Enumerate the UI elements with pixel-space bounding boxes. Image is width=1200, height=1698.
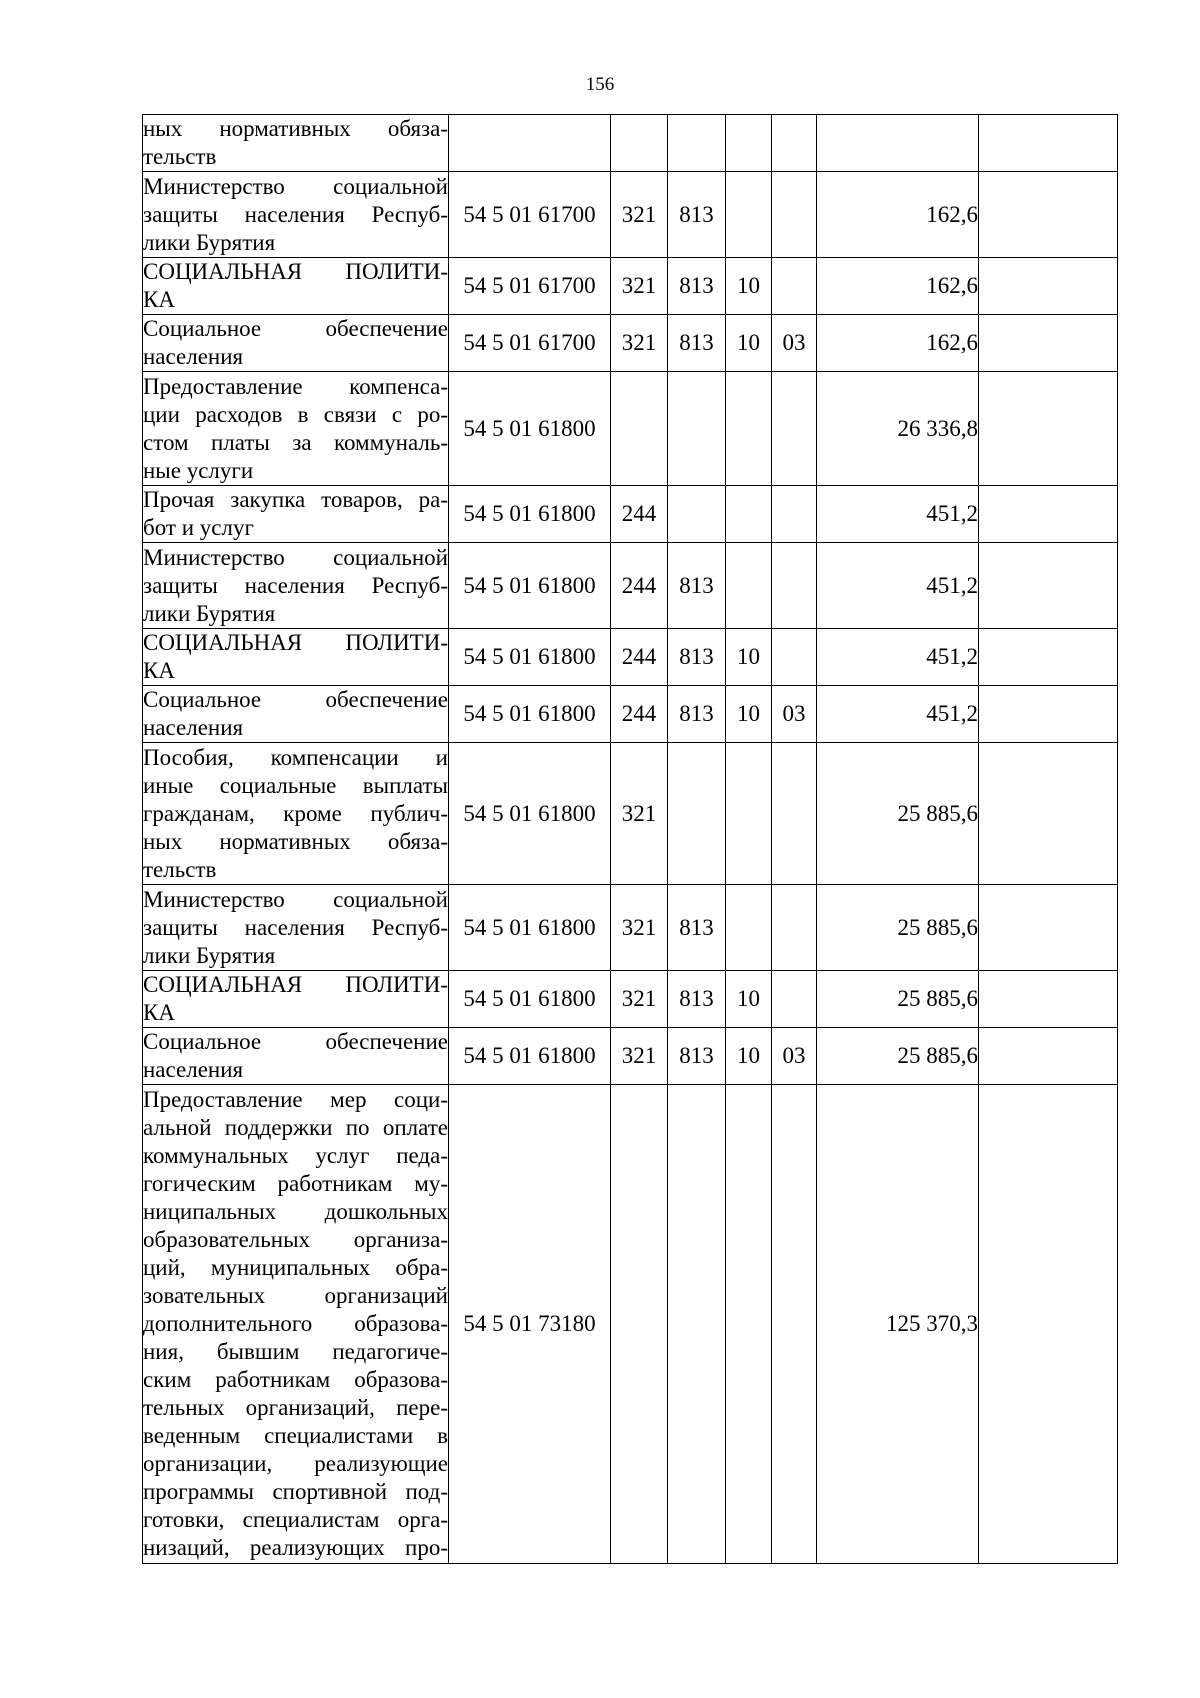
row-name-line: населения <box>143 1057 244 1082</box>
row-name-line: веденным специалистами в <box>143 1423 448 1448</box>
row-name-line: Предоставление компенса- <box>143 373 448 399</box>
target-code-cell: 54 5 01 61800 <box>449 971 611 1028</box>
amount-cell: 162,6 <box>817 315 979 372</box>
section-cell: 10 <box>726 971 772 1028</box>
subsection-cell <box>772 543 817 629</box>
amount-cell: 25 885,6 <box>817 971 979 1028</box>
section-cell: 10 <box>726 1028 772 1085</box>
row-name-line: ных нормативных обяза- <box>143 116 448 141</box>
subsection-cell <box>772 629 817 686</box>
subsection-cell: 03 <box>772 315 817 372</box>
amount-cell: 162,6 <box>817 258 979 315</box>
amount-cell: 25 885,6 <box>817 885 979 971</box>
ministry-code-cell <box>668 1085 726 1564</box>
expense-type-cell: 321 <box>611 258 668 315</box>
row-name-line: СОЦИАЛЬНАЯ ПОЛИТИ- <box>143 972 448 997</box>
ministry-code-cell: 813 <box>668 1028 726 1085</box>
ministry-code-cell: 813 <box>668 315 726 372</box>
row-name-line: Социальное обеспечение <box>143 687 448 712</box>
row-name-line: Пособия, компенсации и <box>143 744 448 770</box>
row-name-line: ским работникам образова- <box>143 1367 448 1392</box>
row-name-line: тельств <box>143 856 217 882</box>
row-name-line: ных нормативных обяза- <box>143 828 448 854</box>
table-row <box>143 172 1118 258</box>
ministry-code-cell <box>668 743 726 885</box>
amount-cell: 162,6 <box>817 172 979 258</box>
table-row <box>143 115 1118 172</box>
extra-empty-cell <box>979 1028 1118 1085</box>
subsection-cell <box>772 971 817 1028</box>
row-name-line: Предоставление мер соци- <box>143 1087 448 1112</box>
row-name-line: бот и услуг <box>143 515 254 540</box>
amount-cell: 26 336,8 <box>817 372 979 486</box>
target-code-cell: 54 5 01 61800 <box>449 543 611 629</box>
extra-empty-cell <box>979 686 1118 743</box>
extra-empty-cell <box>979 743 1118 885</box>
subsection-cell <box>772 372 817 486</box>
row-name-cell <box>143 743 449 885</box>
row-name-line: Социальное обеспечение <box>143 1029 448 1054</box>
ministry-code-cell: 813 <box>668 543 726 629</box>
table-row <box>143 686 1118 743</box>
expense-type-cell: 244 <box>611 486 668 543</box>
amount-cell: 451,2 <box>817 686 979 743</box>
extra-empty-cell <box>979 885 1118 971</box>
subsection-cell <box>772 258 817 315</box>
extra-empty-cell <box>979 971 1118 1028</box>
row-name-line: стом платы за коммуналь- <box>143 429 448 455</box>
row-name-line: защиты населения Респуб- <box>143 914 448 940</box>
target-code-cell: 54 5 01 61700 <box>449 258 611 315</box>
table-row <box>143 629 1118 686</box>
expense-type-cell <box>611 372 668 486</box>
extra-empty-cell <box>979 629 1118 686</box>
row-name-line: защиты населения Респуб- <box>143 201 448 227</box>
target-code-cell: 54 5 01 61800 <box>449 629 611 686</box>
row-name-cell <box>143 115 449 172</box>
subsection-cell <box>772 1085 817 1564</box>
section-cell <box>726 115 772 172</box>
extra-empty-cell <box>979 115 1118 172</box>
section-cell: 10 <box>726 258 772 315</box>
amount-cell <box>817 115 979 172</box>
row-name-line: тельств <box>143 144 217 169</box>
row-name-cell <box>143 486 449 543</box>
row-name-line: ные услуги <box>143 457 254 483</box>
row-name-line: готовки, специалистам орга- <box>143 1507 448 1532</box>
section-cell: 10 <box>726 686 772 743</box>
section-cell: 10 <box>726 629 772 686</box>
ministry-code-cell: 813 <box>668 172 726 258</box>
row-name-line: лики Бурятия <box>143 942 276 968</box>
section-cell <box>726 486 772 543</box>
row-name-line: СОЦИАЛЬНАЯ ПОЛИТИ- <box>143 630 448 655</box>
amount-cell: 451,2 <box>817 486 979 543</box>
expense-type-cell: 321 <box>611 971 668 1028</box>
section-cell <box>726 543 772 629</box>
subsection-cell <box>772 172 817 258</box>
table-row <box>143 885 1118 971</box>
row-name-line: иные социальные выплаты <box>143 772 448 798</box>
row-name-line: альной поддержки по оплате <box>143 1115 448 1140</box>
expense-type-cell: 321 <box>611 315 668 372</box>
target-code-cell <box>449 115 611 172</box>
row-name-line: Министерство социальной <box>143 886 448 912</box>
row-name-line: Министерство социальной <box>143 544 448 570</box>
subsection-cell <box>772 743 817 885</box>
row-name-line: населения <box>143 344 244 369</box>
budget-table-body <box>143 115 1118 1564</box>
row-name-cell <box>143 1028 449 1085</box>
row-name-line: Прочая закупка товаров, ра- <box>143 487 448 512</box>
ministry-code-cell <box>668 372 726 486</box>
extra-empty-cell <box>979 258 1118 315</box>
row-name-cell <box>143 543 449 629</box>
table-row <box>143 1028 1118 1085</box>
row-name-cell <box>143 885 449 971</box>
row-name-line: ции расходов в связи с ро- <box>143 401 448 427</box>
extra-empty-cell <box>979 543 1118 629</box>
expense-type-cell: 321 <box>611 743 668 885</box>
row-name-line: дополнительного образова- <box>143 1311 448 1336</box>
ministry-code-cell: 813 <box>668 686 726 743</box>
row-name-cell <box>143 372 449 486</box>
row-name-cell <box>143 971 449 1028</box>
table-row <box>143 1085 1118 1564</box>
row-name-line: ния, бывшим педагогиче- <box>143 1339 448 1364</box>
ministry-code-cell <box>668 115 726 172</box>
extra-empty-cell <box>979 1085 1118 1564</box>
table-row <box>143 971 1118 1028</box>
subsection-cell: 03 <box>772 1028 817 1085</box>
row-name-cell <box>143 315 449 372</box>
row-name-line: коммунальных услуг педа- <box>143 1143 448 1168</box>
ministry-code-cell: 813 <box>668 258 726 315</box>
section-cell <box>726 372 772 486</box>
target-code-cell: 54 5 01 61800 <box>449 885 611 971</box>
section-cell <box>726 743 772 885</box>
row-name-line: КА <box>143 658 175 683</box>
row-name-line: населения <box>143 715 244 740</box>
extra-empty-cell <box>979 315 1118 372</box>
section-cell <box>726 1085 772 1564</box>
expense-type-cell <box>611 115 668 172</box>
amount-cell: 125 370,3 <box>817 1085 979 1564</box>
expense-type-cell <box>611 1085 668 1564</box>
table-row <box>143 372 1118 486</box>
row-name-line: лики Бурятия <box>143 229 276 255</box>
table-row <box>143 543 1118 629</box>
row-name-line: программы спортивной под- <box>143 1479 448 1504</box>
subsection-cell <box>772 486 817 543</box>
row-name-line: тельных организаций, пере- <box>143 1395 448 1420</box>
table-row <box>143 486 1118 543</box>
row-name-line: СОЦИАЛЬНАЯ ПОЛИТИ- <box>143 259 448 284</box>
target-code-cell: 54 5 01 61800 <box>449 372 611 486</box>
ministry-code-cell: 813 <box>668 971 726 1028</box>
expense-type-cell: 244 <box>611 686 668 743</box>
target-code-cell: 54 5 01 61700 <box>449 172 611 258</box>
row-name-cell <box>143 258 449 315</box>
target-code-cell: 54 5 01 61800 <box>449 486 611 543</box>
page-number: 156 <box>585 74 615 95</box>
budget-table <box>142 114 1118 1564</box>
row-name-line: Министерство социальной <box>143 173 448 199</box>
expense-type-cell: 244 <box>611 629 668 686</box>
extra-empty-cell <box>979 486 1118 543</box>
amount-cell: 451,2 <box>817 629 979 686</box>
row-name-line: КА <box>143 287 175 312</box>
target-code-cell: 54 5 01 61800 <box>449 743 611 885</box>
ministry-code-cell: 813 <box>668 885 726 971</box>
target-code-cell: 54 5 01 61800 <box>449 1028 611 1085</box>
amount-cell: 451,2 <box>817 543 979 629</box>
amount-cell: 25 885,6 <box>817 743 979 885</box>
expense-type-cell: 321 <box>611 1028 668 1085</box>
extra-empty-cell <box>979 172 1118 258</box>
subsection-cell <box>772 115 817 172</box>
row-name-line: гражданам, кроме публич- <box>143 800 448 826</box>
section-cell <box>726 172 772 258</box>
target-code-cell: 54 5 01 61800 <box>449 686 611 743</box>
row-name-cell <box>143 1085 449 1564</box>
subsection-cell <box>772 885 817 971</box>
row-name-line: образовательных организа- <box>143 1227 448 1252</box>
expense-type-cell: 244 <box>611 543 668 629</box>
row-name-cell <box>143 629 449 686</box>
extra-empty-cell <box>979 372 1118 486</box>
row-name-line: защиты населения Респуб- <box>143 572 448 598</box>
row-name-line: зовательных организаций <box>143 1283 448 1308</box>
row-name-line: Социальное обеспечение <box>143 316 448 341</box>
row-name-line: лики Бурятия <box>143 600 276 626</box>
expense-type-cell: 321 <box>611 172 668 258</box>
table-row <box>143 315 1118 372</box>
section-cell <box>726 885 772 971</box>
section-cell: 10 <box>726 315 772 372</box>
amount-cell: 25 885,6 <box>817 1028 979 1085</box>
row-name-line: ниципальных дошкольных <box>143 1199 448 1224</box>
ministry-code-cell <box>668 486 726 543</box>
row-name-line: ций, муниципальных обра- <box>143 1255 448 1280</box>
ministry-code-cell: 813 <box>668 629 726 686</box>
table-row <box>143 743 1118 885</box>
subsection-cell: 03 <box>772 686 817 743</box>
target-code-cell: 54 5 01 61700 <box>449 315 611 372</box>
row-name-line: организации, реализующие <box>143 1451 448 1476</box>
row-name-line: КА <box>143 1000 175 1025</box>
expense-type-cell: 321 <box>611 885 668 971</box>
row-name-line: низаций, реализующих про- <box>143 1535 448 1560</box>
table-row <box>143 258 1118 315</box>
row-name-line: гогическим работникам му- <box>143 1171 448 1196</box>
row-name-cell <box>143 686 449 743</box>
target-code-cell: 54 5 01 73180 <box>449 1085 611 1564</box>
row-name-cell <box>143 172 449 258</box>
